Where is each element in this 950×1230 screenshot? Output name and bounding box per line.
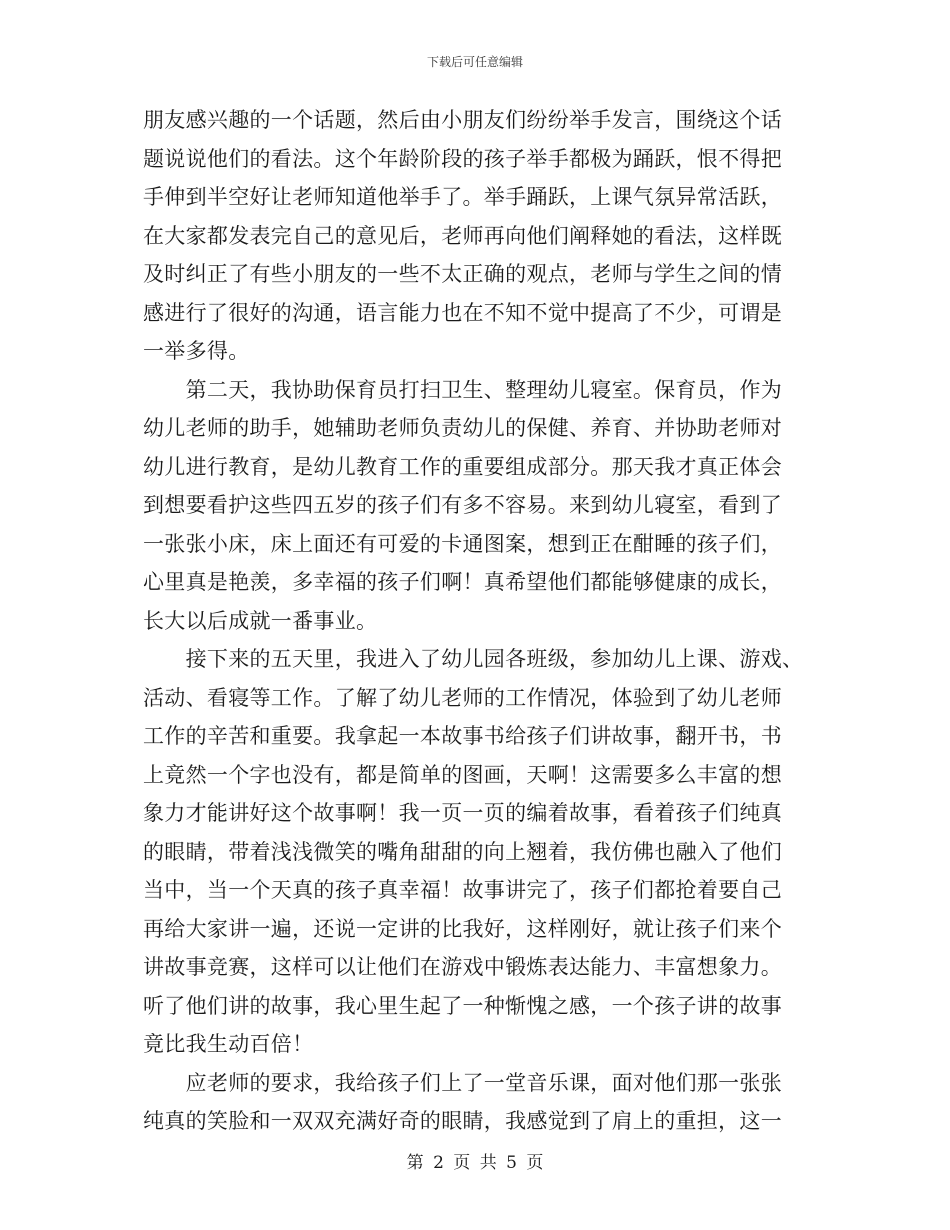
text-line: 心里真是艳羡，多幸福的孩子们啊！真希望他们都能够健康的成长，: [143, 570, 782, 594]
text-line: 幼儿老师的助手，她辅助老师负责幼儿的保健、养育、并协助老师对: [143, 416, 782, 440]
text-line: 手伸到半空好让老师知道他举手了。举手踊跃，上课气氛异常活跃，: [143, 185, 782, 209]
page-header: 下载后可任意编辑: [426, 55, 523, 69]
text-line: 感进行了很好的沟通，语言能力也在不知不觉中提高了不少，可谓是: [143, 300, 782, 325]
text-line: 当中，当一个天真的孩子真幸福！故事讲完了，孩子们都抢着要自己: [143, 878, 782, 902]
text-line: 朋友感兴趣的一个话题，然后由小朋友们纷纷举手发言，围绕这个话: [143, 108, 782, 132]
text-line: 竟比我生动百倍！: [143, 1032, 314, 1056]
text-line: 活动、看寝等工作。了解了幼儿老师的工作情况，体验到了幼儿老师: [143, 685, 782, 710]
text-line: 第二天，我协助保育员打扫卫生、整理幼儿寝室。保育员，作为: [143, 377, 782, 402]
text-line: 听了他们讲的故事，我心里生起了一种惭愧之感，一个孩子讲的故事: [143, 993, 782, 1018]
text-line: 纯真的笑脸和一双双充满好奇的眼睛，我感觉到了肩上的重担，这一: [143, 1109, 782, 1133]
text-line: 在大家都发表完自己的意见后，老师再向他们阐释她的看法，这样既: [143, 223, 782, 248]
text-line: 一举多得。: [143, 339, 250, 363]
page-footer: 第 2 页 共 5 页: [406, 1153, 544, 1173]
document-body: [143, 101, 823, 1141]
text-line: 应老师的要求，我给孩子们上了一堂音乐课，面对他们那一张张: [143, 1070, 782, 1095]
text-line: 及时纠正了有些小朋友的一些不太正确的观点，老师与学生之间的情: [143, 262, 782, 286]
text-line: 象力才能讲好这个故事啊！我一页一页的编着故事，看着孩子们纯真: [143, 801, 782, 825]
text-line: 到想要看护这些四五岁的孩子们有多不容易。来到幼儿寝室，看到了: [143, 493, 782, 517]
text-line: 再给大家讲一遍，还说一定讲的比我好，这样刚好，就让孩子们来个: [143, 916, 782, 941]
text-line: 工作的辛苦和重要。我拿起一本故事书给孩子们讲故事，翻开书，书: [143, 724, 782, 748]
text-line: 幼儿进行教育，是幼儿教育工作的重要组成部分。那天我才真正体会: [143, 454, 782, 479]
text-line: 的眼睛，带着浅浅微笑的嘴角甜甜的向上翘着，我仿佛也融入了他们: [143, 839, 782, 864]
text-line: 长大以后成就一番事业。: [143, 608, 378, 633]
text-line: 一张张小床，床上面还有可爱的卡通图案，想到正在酣睡的孩子们，: [143, 531, 782, 556]
text-line: 讲故事竞赛，这样可以让他们在游戏中锻炼表达能力、丰富想象力。: [143, 955, 782, 979]
text-line: 接下来的五天里，我进入了幼儿园各班级，参加幼儿上课、游戏、: [143, 647, 804, 671]
text-line: 题说说他们的看法。这个年龄阶段的孩子举手都极为踊跃，恨不得把: [143, 146, 782, 171]
text-line: 上竟然一个字也没有，都是简单的图画，天啊！这需要多么丰富的想: [143, 762, 782, 787]
